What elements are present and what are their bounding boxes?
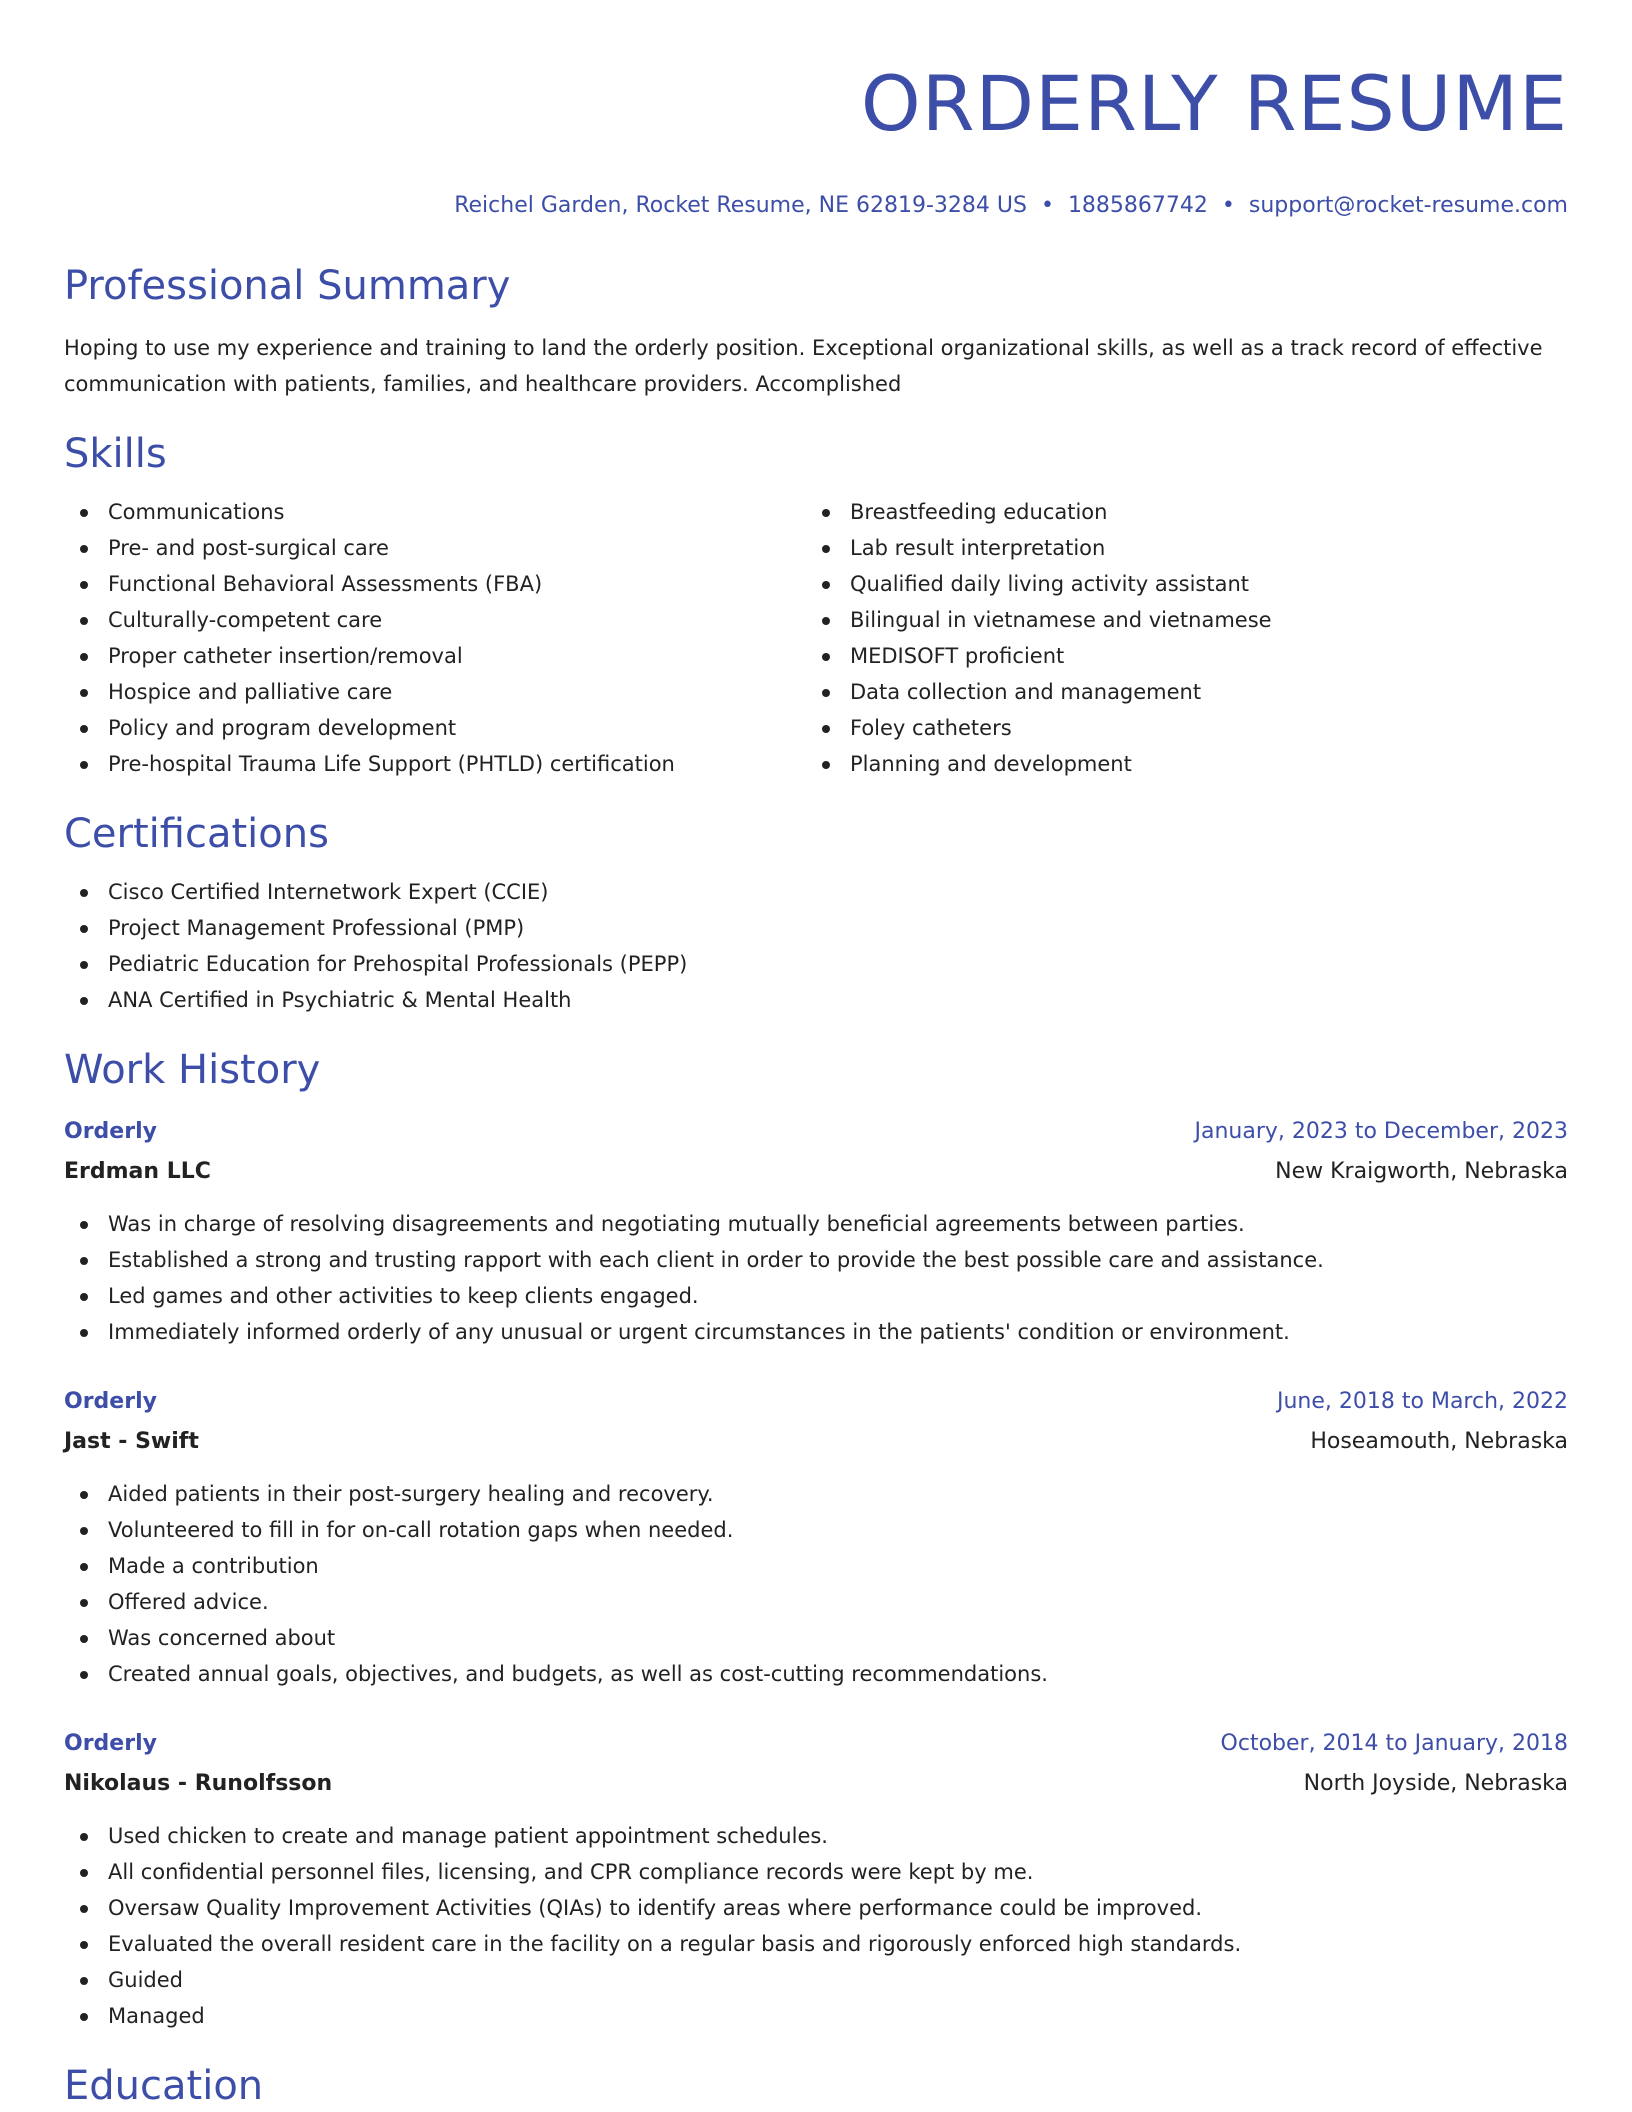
skills-heading: Skills: [64, 431, 167, 477]
skill-item: Pre-hospital Trauma Life Support (PHTLD) certification: [64, 746, 806, 782]
job-bullet: Was in charge of resolving disagreements and negotiating mutually beneficial agreements between parties.: [64, 1206, 1568, 1242]
work-history-heading: Work History: [64, 1047, 321, 1093]
skill-item: Culturally-competent care: [64, 602, 806, 638]
certification-item: ANA Certified in Psychiatric & Mental Health: [64, 982, 1568, 1018]
skill-item: Functional Behavioral Assessments (FBA): [64, 566, 806, 602]
skill-item: Communications: [64, 494, 806, 530]
job-bullet: Was concerned about: [64, 1620, 1568, 1656]
job-bullet: Guided: [64, 1962, 1568, 1998]
job-entry: [64, 1114, 1568, 1350]
skill-item: Data collection and management: [806, 674, 1548, 710]
job-title: Orderly: [64, 1119, 157, 1144]
job-bullet: Immediately informed orderly of any unusual or urgent circumstances in the patients' condition or environment.: [64, 1314, 1568, 1350]
job-bullet: Evaluated the overall resident care in the facility on a regular basis and rigorously enforced high standards.: [64, 1926, 1568, 1962]
skills-column-right: [806, 494, 1548, 782]
job-bullet: Managed: [64, 1998, 1568, 2034]
job-bullets: [64, 1818, 1568, 2034]
job-dates: October, 2014 to January, 2018: [1220, 1731, 1568, 1756]
job-bullet: Established a strong and trusting rapport with each client in order to provide the best possible care and assistance.: [64, 1242, 1568, 1278]
skill-item: Breastfeeding education: [806, 494, 1548, 530]
job-bullet: Made a contribution: [64, 1548, 1568, 1584]
skill-item: Policy and program development: [64, 710, 806, 746]
certifications-list: [64, 874, 1568, 1018]
summary-text: Hoping to use my experience and training to land the orderly position. Exceptional organizational skills, as well as a track record of effective communication with patients, families, and healthcare providers. Accomplished: [64, 336, 1543, 396]
job-bullet: Oversaw Quality Improvement Activities (QIAs) to identify areas where performance could be improved.: [64, 1890, 1568, 1926]
job-bullet: Aided patients in their post-surgery healing and recovery.: [64, 1476, 1568, 1512]
job-company: Nikolaus - Runolfsson: [64, 1771, 333, 1796]
job-subheader: [64, 1766, 1568, 1802]
job-location: North Joyside, Nebraska: [1303, 1771, 1568, 1796]
education-heading: Education: [64, 2063, 264, 2109]
contact-email[interactable]: support@rocket-resume.com: [1248, 193, 1568, 218]
job-title: Orderly: [64, 1389, 157, 1414]
skill-item: Proper catheter insertion/removal: [64, 638, 806, 674]
job-bullet: All confidential personnel files, licensing, and CPR compliance records were kept by me.: [64, 1854, 1568, 1890]
certification-item: Cisco Certified Internetwork Expert (CCIE): [64, 874, 1568, 910]
job-header: [64, 1384, 1568, 1420]
job-company: Erdman LLC: [64, 1159, 211, 1184]
job-entry: [64, 1726, 1568, 2034]
contact-phone: 1885867742: [1067, 193, 1208, 218]
job-bullet: Created annual goals, objectives, and budgets, as well as cost-cutting recommendations.: [64, 1656, 1568, 1692]
resume-title: ORDERLY RESUME: [860, 59, 1568, 148]
job-bullets: [64, 1476, 1568, 1692]
job-subheader: [64, 1424, 1568, 1460]
skills-columns: [64, 494, 1568, 782]
job-bullet: Volunteered to fill in for on-call rotation gaps when needed.: [64, 1512, 1568, 1548]
skill-item: Foley catheters: [806, 710, 1548, 746]
resume-page: [64, 0, 1568, 2110]
job-bullet: Led games and other activities to keep clients engaged.: [64, 1278, 1568, 1314]
job-bullets: [64, 1206, 1568, 1350]
skill-item: Pre- and post-surgical care: [64, 530, 806, 566]
job-header: [64, 1114, 1568, 1150]
job-location: New Kraigworth, Nebraska: [1275, 1159, 1568, 1184]
skill-item: Qualified daily living activity assistant: [806, 566, 1548, 602]
job-bullet: Used chicken to create and manage patient appointment schedules.: [64, 1818, 1568, 1854]
job-bullet: Offered advice.: [64, 1584, 1568, 1620]
job-location: Hoseamouth, Nebraska: [1310, 1429, 1568, 1454]
certification-item: Pediatric Education for Prehospital Professionals (PEPP): [64, 946, 1568, 982]
summary-heading: Professional Summary: [64, 263, 511, 309]
skill-item: Lab result interpretation: [806, 530, 1548, 566]
job-entry: [64, 1384, 1568, 1692]
skills-list-left: [64, 494, 806, 782]
certifications-heading: Certifications: [64, 811, 329, 857]
skill-item: Planning and development: [806, 746, 1548, 782]
certification-item: Project Management Professional (PMP): [64, 910, 1568, 946]
job-company: Jast - Swift: [64, 1429, 199, 1454]
job-title: Orderly: [64, 1731, 157, 1756]
job-dates: June, 2018 to March, 2022: [1277, 1389, 1568, 1414]
contact-line: [64, 192, 1568, 220]
job-dates: January, 2023 to December, 2023: [1194, 1119, 1568, 1144]
job-subheader: [64, 1154, 1568, 1190]
job-header: [64, 1726, 1568, 1762]
contact-separator: •: [1040, 193, 1054, 218]
contact-separator: •: [1221, 193, 1235, 218]
skills-list-right: [806, 494, 1548, 782]
skill-item: MEDISOFT proficient: [806, 638, 1548, 674]
skill-item: Bilingual in vietnamese and vietnamese: [806, 602, 1548, 638]
skills-column-left: [64, 494, 806, 782]
contact-address: Reichel Garden, Rocket Resume, NE 62819-3284 US: [454, 193, 1027, 218]
skill-item: Hospice and palliative care: [64, 674, 806, 710]
